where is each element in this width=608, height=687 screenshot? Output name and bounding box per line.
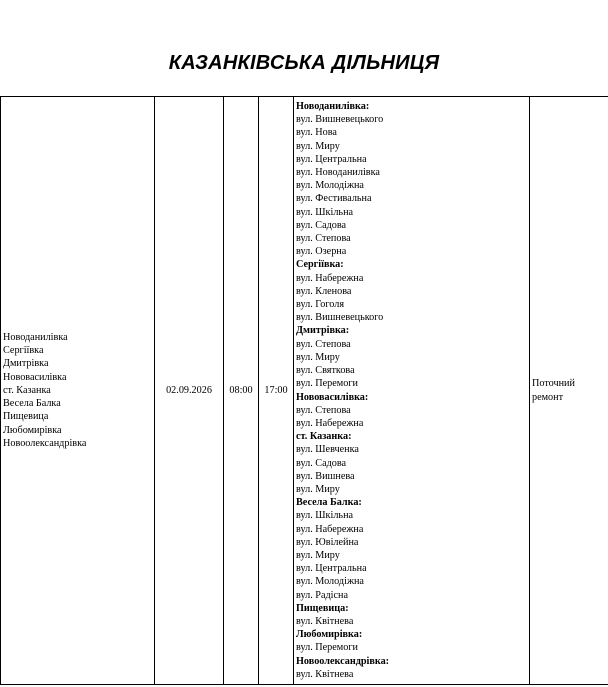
street-item: вул. Миру bbox=[296, 351, 340, 363]
street-item: вул. Гоголя bbox=[296, 299, 345, 311]
street-item: вул. Вишневецького bbox=[296, 114, 384, 126]
street-item: вул. Молодіжна bbox=[296, 180, 364, 192]
street-item: вул. Миру bbox=[296, 140, 340, 152]
street-item: вул. Садова bbox=[296, 219, 347, 231]
street-item: вул. Квітнева bbox=[296, 615, 354, 627]
street-item: вул. Кленова bbox=[296, 285, 352, 297]
settlement-name: Любомирівка bbox=[3, 424, 62, 436]
date-cell: 02.09.2026 bbox=[155, 97, 224, 685]
street-item: вул. Новоданилівка bbox=[296, 167, 380, 179]
street-item: вул. Степова bbox=[296, 233, 351, 245]
settlements-cell bbox=[1, 97, 155, 685]
street-item: вул. Квітнева bbox=[296, 668, 354, 680]
street-item: вул. Озерна bbox=[296, 246, 347, 258]
outage-schedule-table bbox=[0, 96, 608, 685]
village-heading: Пищевица: bbox=[296, 602, 349, 614]
street-item: вул. Вишневецького bbox=[296, 312, 384, 324]
village-heading: ст. Казанка: bbox=[296, 431, 352, 443]
street-item: вул. Набережна bbox=[296, 272, 364, 284]
village-heading: Нововасилівка: bbox=[296, 391, 369, 403]
street-item: вул. Радісна bbox=[296, 589, 348, 601]
settlement-name: Пищевица bbox=[3, 411, 49, 423]
settlement-name: ст. Казанка bbox=[3, 384, 51, 396]
settlement-name: Новоолександрівка bbox=[3, 437, 87, 449]
village-heading: Любомирівка: bbox=[296, 629, 363, 641]
street-item: вул. Молодіжна bbox=[296, 576, 364, 588]
settlement-name: Сергіївка bbox=[3, 345, 44, 357]
street-item: вул. Набережна bbox=[296, 417, 364, 429]
settlement-name: Новоданилівка bbox=[3, 332, 68, 344]
streets-cell bbox=[294, 97, 530, 685]
street-item: вул. Степова bbox=[296, 338, 351, 350]
start-time-cell: 08:00 bbox=[224, 97, 259, 685]
end-time-cell: 17:00 bbox=[259, 97, 294, 685]
street-item: вул. Шкільна bbox=[296, 510, 354, 522]
work-type-line: Поточний bbox=[532, 378, 575, 390]
street-item: вул. Центральна bbox=[296, 153, 367, 165]
village-heading: Сергіївка: bbox=[296, 259, 344, 271]
street-item: вул. Ювілейна bbox=[296, 536, 359, 548]
street-item: вул. Шкільна bbox=[296, 206, 354, 218]
street-item: вул. Перемоги bbox=[296, 378, 358, 390]
settlement-name: Дмитрівка bbox=[3, 358, 49, 370]
street-item: вул. Вишнева bbox=[296, 470, 355, 482]
village-heading: Новоолександрівка: bbox=[296, 655, 390, 667]
street-item: вул. Набережна bbox=[296, 523, 364, 535]
street-item: вул. Степова bbox=[296, 404, 351, 416]
street-item: вул. Шевченка bbox=[296, 444, 359, 456]
street-item: вул. Садова bbox=[296, 457, 347, 469]
street-item: вул. Центральна bbox=[296, 563, 367, 575]
street-item: вул. Фестивальна bbox=[296, 193, 372, 205]
village-heading: Весела Балка: bbox=[296, 497, 362, 509]
table-row bbox=[1, 97, 608, 685]
street-item: вул. Перемоги bbox=[296, 642, 358, 654]
work-type-cell bbox=[530, 97, 608, 685]
page-title: КАЗАНКІВСЬКА ДІЛЬНИЦЯ bbox=[168, 52, 440, 74]
street-item: вул. Нова bbox=[296, 127, 337, 139]
village-heading: Новоданилівка: bbox=[296, 101, 370, 113]
work-type-line: ремонт bbox=[532, 391, 564, 403]
settlement-name: Весела Балка bbox=[3, 398, 61, 410]
street-item: вул. Миру bbox=[296, 483, 340, 495]
street-item: вул. Святкова bbox=[296, 365, 355, 377]
village-heading: Дмитрівка: bbox=[296, 325, 350, 337]
settlement-name: Нововасилівка bbox=[3, 371, 67, 383]
street-item: вул. Миру bbox=[296, 549, 340, 561]
